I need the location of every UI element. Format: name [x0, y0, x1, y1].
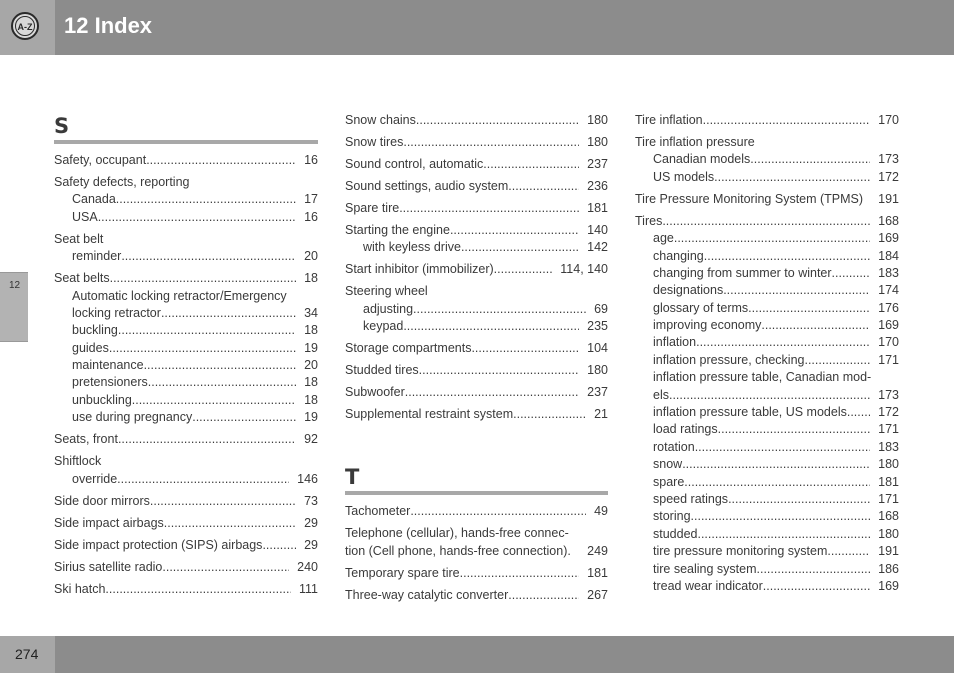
page-reference: 181: [587, 565, 608, 580]
page-reference: 142: [587, 240, 608, 255]
dot-leader: [262, 537, 296, 554]
index-subentry[interactable]: [635, 352, 899, 369]
page-reference: [310, 231, 318, 248]
page-reference: 170: [878, 113, 899, 127]
index-term: Subwoofer: [345, 385, 405, 400]
dot-leader: [750, 151, 870, 168]
page-reference: 114, 140: [560, 262, 608, 277]
index-entry[interactable]: [635, 134, 899, 151]
index-subentry[interactable]: [54, 248, 318, 265]
index-subentry[interactable]: [54, 288, 318, 305]
header-icon-box: [0, 0, 55, 55]
index-term: tire pressure monitoring system: [653, 544, 828, 559]
index-term: Snow chains: [345, 113, 416, 127]
page-reference: [600, 525, 608, 542]
page-reference: 140: [587, 222, 608, 237]
page-reference: 169: [878, 578, 899, 593]
page-reference: 184: [878, 248, 899, 263]
index-subentry[interactable]: [635, 282, 899, 299]
dot-leader: [192, 409, 296, 426]
index-subentry[interactable]: [635, 169, 899, 186]
page-reference: 181: [878, 474, 899, 489]
dot-leader: [662, 213, 870, 230]
page-reference: 237: [587, 156, 608, 171]
index-subentry[interactable]: [635, 561, 899, 578]
index-term: Seat belt: [54, 231, 104, 246]
index-entry[interactable]: [345, 178, 608, 195]
index-term: USA: [72, 209, 98, 224]
index-entry[interactable]: [54, 270, 318, 287]
dot-leader: [483, 156, 579, 173]
index-entry[interactable]: [345, 261, 608, 278]
index-term: inflation: [653, 335, 697, 350]
page-reference: 183: [878, 439, 899, 454]
index-term: override: [72, 471, 118, 486]
page-reference: 168: [878, 509, 899, 524]
index-entry[interactable]: [345, 222, 608, 239]
index-term: Canadian models: [653, 152, 751, 167]
index-term: locking retractor: [72, 305, 161, 320]
section-divider: [54, 140, 318, 144]
index-term: Tires: [635, 213, 663, 228]
index-term: Tire inflation: [635, 113, 703, 127]
page-reference: 16: [304, 209, 318, 224]
dot-leader: [162, 559, 289, 576]
dot-leader: [763, 578, 870, 595]
page-reference: [310, 453, 318, 470]
index-term: snow: [653, 457, 683, 472]
chapter-tab[interactable]: [0, 272, 28, 342]
index-term: Spare tire: [345, 200, 400, 215]
dot-leader: [403, 318, 579, 335]
page-reference: 111: [298, 581, 318, 596]
dot-leader: [116, 191, 296, 208]
index-subentry[interactable]: [54, 471, 318, 488]
dot-leader: [703, 112, 871, 129]
index-entry[interactable]: [345, 384, 608, 401]
dot-leader: [571, 543, 579, 560]
page-reference: 29: [304, 515, 318, 530]
index-term: Seats, front: [54, 432, 118, 447]
index-term: changing: [653, 248, 704, 263]
index-subentry[interactable]: [635, 491, 899, 508]
index-term: Steering wheel: [345, 284, 428, 299]
index-column-3: [635, 112, 899, 595]
dot-leader: [399, 200, 579, 217]
index-subentry[interactable]: [345, 318, 608, 335]
index-entry[interactable]: [345, 200, 608, 217]
index-subentry[interactable]: [345, 239, 608, 256]
dot-leader: [691, 508, 871, 525]
section-letter: T: [345, 465, 360, 490]
footer-bar: [0, 636, 954, 673]
index-subentry[interactable]: [635, 474, 899, 491]
index-subentry[interactable]: [54, 340, 318, 357]
index-term: Sound control, automatic: [345, 156, 484, 171]
dot-leader: [697, 526, 870, 543]
page-reference: 171: [878, 422, 899, 437]
index-term: rotation: [653, 439, 695, 454]
page-reference: 181: [587, 200, 608, 215]
dot-leader: [718, 421, 871, 438]
dot-leader: [674, 230, 870, 247]
dot-leader: [755, 134, 891, 151]
index-term: Tire inflation pressure: [635, 134, 755, 149]
dot-leader: [118, 322, 296, 339]
index-term: Shiftlock: [54, 454, 102, 469]
page-reference: 34: [304, 305, 318, 320]
dot-leader: [832, 265, 871, 282]
dot-leader: [164, 515, 296, 532]
index-term: Studded tires: [345, 363, 419, 378]
index-subentry[interactable]: [635, 387, 899, 404]
dot-leader: [110, 270, 297, 287]
dot-leader: [508, 178, 579, 195]
index-subentry[interactable]: [54, 209, 318, 226]
index-term: Tire Pressure Monitoring System (TPMS): [635, 191, 864, 206]
index-term: US models: [653, 169, 715, 184]
page-reference: 69: [594, 301, 608, 316]
index-term: tread wear indicator: [653, 578, 763, 593]
index-subentry[interactable]: [54, 322, 318, 339]
page-reference: 16: [304, 153, 318, 167]
page-reference: 173: [878, 387, 899, 402]
index-entry[interactable]: [345, 543, 608, 560]
dot-leader: [695, 439, 870, 456]
index-term: spare: [653, 474, 685, 489]
index-subentry[interactable]: [635, 265, 899, 282]
index-term: Start inhibitor (immobilizer): [345, 262, 494, 277]
page-reference: [310, 174, 318, 191]
index-entry[interactable]: [345, 565, 608, 582]
index-term: glossary of terms: [653, 300, 749, 315]
a-z-index-icon: [11, 12, 39, 40]
page-reference: 191: [878, 544, 899, 559]
index-term: Side door mirrors: [54, 493, 150, 508]
page-reference: 49: [594, 504, 608, 519]
dot-leader: [757, 561, 871, 578]
page-reference: 180: [878, 457, 899, 472]
dot-leader: [132, 392, 296, 409]
dot-leader: [461, 239, 579, 256]
dot-leader: [144, 357, 297, 374]
index-term: tire sealing system: [653, 561, 757, 576]
index-term: studded: [653, 526, 698, 541]
dot-leader: [569, 525, 600, 542]
dot-leader: [121, 248, 296, 265]
index-term: designations: [653, 283, 724, 298]
page-reference: 146: [297, 471, 318, 486]
index-entry[interactable]: [345, 503, 608, 520]
index-subentry[interactable]: [635, 439, 899, 456]
page-reference: 236: [587, 178, 608, 193]
dot-leader: [494, 261, 553, 278]
page-reference: 20: [304, 249, 318, 264]
page-number-box: [0, 636, 55, 673]
index-term: load ratings: [653, 422, 718, 437]
index-entry[interactable]: [635, 213, 899, 230]
page-reference: 176: [878, 300, 899, 315]
dot-leader: [98, 209, 296, 226]
index-term: keypad: [363, 319, 404, 334]
index-entry[interactable]: [345, 362, 608, 379]
page-reference: 180: [587, 113, 608, 127]
index-subentry[interactable]: [54, 191, 318, 208]
index-entry[interactable]: [345, 112, 608, 129]
dot-leader: [804, 352, 870, 369]
index-term: Side impact airbags: [54, 515, 164, 530]
index-term: improving economy: [653, 318, 762, 333]
index-subentry[interactable]: [635, 300, 899, 317]
page-reference: 172: [878, 169, 899, 184]
index-subentry[interactable]: [54, 305, 318, 322]
index-term: Side impact protection (SIPS) airbags: [54, 537, 263, 552]
header-bar: [0, 0, 954, 55]
dot-leader: [118, 431, 296, 448]
index-entry[interactable]: [54, 152, 318, 169]
index-entry[interactable]: [54, 493, 318, 510]
index-term: els: [653, 387, 669, 402]
page-reference: 249: [587, 543, 608, 558]
page-reference: 19: [304, 410, 318, 425]
page-reference: 173: [878, 152, 899, 167]
index-term: with keyless drive: [363, 240, 461, 255]
index-entry[interactable]: [635, 112, 899, 129]
index-term: reminder: [72, 249, 122, 264]
page-reference: 169: [878, 318, 899, 333]
index-term: speed ratings: [653, 491, 729, 506]
index-subentry[interactable]: [54, 374, 318, 391]
dot-leader: [728, 491, 870, 508]
index-entry[interactable]: [54, 431, 318, 448]
dot-leader: [405, 384, 579, 401]
index-entry[interactable]: [345, 134, 608, 151]
index-subentry[interactable]: [635, 543, 899, 560]
dot-leader: [117, 471, 289, 488]
page-reference: 235: [587, 319, 608, 334]
dot-leader: [428, 283, 600, 300]
index-term: Starting the engine: [345, 222, 450, 237]
index-subentry[interactable]: [345, 301, 608, 318]
dot-leader: [450, 222, 579, 239]
dot-leader: [827, 543, 870, 560]
page-reference: 104: [587, 341, 608, 356]
index-term: buckling: [72, 323, 118, 338]
index-entry[interactable]: [345, 156, 608, 173]
index-term: Telephone (cellular), hands-free connec-: [345, 526, 569, 541]
index-subentry[interactable]: [635, 334, 899, 351]
page-reference: 21: [594, 407, 608, 421]
index-term: Automatic locking retractor/Emergency: [72, 288, 287, 303]
index-term: Temporary spare tire: [345, 565, 460, 580]
index-term: inflation pressure table, US models: [653, 405, 847, 420]
index-term: inflation pressure table, Canadian mod-: [653, 370, 872, 385]
dot-leader: [148, 374, 296, 391]
page-reference: 169: [878, 231, 899, 246]
index-term: Snow tires: [345, 134, 404, 149]
dot-leader: [413, 301, 586, 318]
index-term: Sound settings, audio system: [345, 178, 509, 193]
index-term: Safety, occupant: [54, 153, 147, 167]
page-reference: 172: [878, 405, 899, 420]
page-reference: 180: [587, 134, 608, 149]
section-divider: [345, 491, 608, 495]
index-subentry[interactable]: [54, 357, 318, 374]
dot-leader: [471, 340, 579, 357]
dot-leader: [410, 503, 586, 520]
page-reference: 180: [587, 363, 608, 378]
dot-leader: [146, 152, 296, 169]
index-subentry[interactable]: [635, 456, 899, 473]
dot-leader: [714, 169, 870, 186]
dot-leader: [103, 231, 310, 248]
dot-leader: [513, 406, 586, 423]
page-reference: 186: [878, 561, 899, 576]
dot-leader: [847, 404, 870, 421]
page-reference: 180: [878, 526, 899, 541]
page-reference: 170: [878, 335, 899, 350]
dot-leader: [684, 474, 870, 491]
index-term: Three-way catalytic converter: [345, 587, 509, 602]
index-entry[interactable]: [345, 340, 608, 357]
index-term: age: [653, 231, 674, 246]
dot-leader: [669, 387, 870, 404]
dot-leader: [416, 112, 579, 129]
page-reference: 168: [878, 213, 899, 228]
page-reference: [310, 288, 318, 305]
page-reference: 191: [878, 191, 899, 206]
index-entry[interactable]: [54, 515, 318, 532]
index-subentry[interactable]: [635, 526, 899, 543]
index-term: changing from summer to winter: [653, 265, 832, 280]
index-term: adjusting: [363, 301, 414, 316]
page-reference: 240: [297, 559, 318, 574]
index-subentry[interactable]: [635, 404, 899, 421]
page-reference: 20: [304, 358, 318, 373]
index-entry[interactable]: [54, 174, 318, 191]
index-subentry[interactable]: [54, 409, 318, 426]
section-letter: S: [54, 114, 70, 138]
dot-leader: [403, 134, 579, 151]
page-reference: 267: [587, 587, 608, 602]
index-entry[interactable]: [54, 537, 318, 554]
index-subentry[interactable]: [635, 369, 899, 386]
index-term: Safety defects, reporting: [54, 174, 190, 189]
index-term: Tachometer: [345, 504, 411, 519]
dot-leader: [190, 174, 311, 191]
dot-leader: [109, 340, 296, 357]
index-subentry[interactable]: [635, 248, 899, 265]
index-term: unbuckling: [72, 392, 132, 407]
chapter-tab-label: 12: [9, 280, 21, 291]
index-entry[interactable]: [54, 581, 318, 598]
index-subentry[interactable]: [635, 317, 899, 334]
page-reference: 171: [878, 491, 899, 506]
page-number: 274: [15, 646, 39, 662]
index-term: inflation pressure, checking: [653, 352, 805, 367]
dot-leader: [871, 369, 891, 386]
index-subentry[interactable]: [635, 508, 899, 525]
page-reference: 19: [304, 340, 318, 355]
index-column-2: [345, 112, 608, 604]
dot-leader: [761, 317, 870, 334]
index-entry[interactable]: [345, 587, 608, 604]
dot-leader: [419, 362, 579, 379]
dot-leader: [150, 493, 296, 510]
page-reference: 18: [304, 392, 318, 407]
dot-leader: [723, 282, 870, 299]
dot-leader: [161, 305, 296, 322]
page-reference: [891, 369, 899, 386]
page-title: 12 Index: [64, 13, 153, 38]
index-entry[interactable]: [54, 453, 318, 470]
page-reference: 18: [304, 323, 318, 338]
dot-leader: [101, 453, 310, 470]
index-column-1: [54, 112, 318, 598]
section-spacer: [345, 423, 608, 463]
index-term: Sirius satellite radio: [54, 559, 163, 574]
dot-leader: [863, 191, 870, 208]
index-term: Seat belts: [54, 271, 110, 286]
dot-leader: [748, 300, 870, 317]
a-z-icon-label: A-Z: [15, 16, 35, 36]
page-reference: [600, 283, 608, 300]
index-term: maintenance: [72, 358, 144, 373]
dot-leader: [287, 288, 310, 305]
page-reference: 18: [304, 375, 318, 390]
index-term: Storage compartments: [345, 341, 472, 356]
index-term: Canada: [72, 192, 116, 207]
page-reference: 174: [878, 283, 899, 298]
dot-leader: [682, 456, 870, 473]
page-reference: [891, 134, 899, 151]
page-reference: 18: [304, 271, 318, 286]
index-term: Ski hatch: [54, 581, 106, 596]
index-subentry[interactable]: [635, 578, 899, 595]
page-reference: 92: [304, 432, 318, 447]
index-entry[interactable]: [54, 559, 318, 576]
dot-leader: [460, 565, 580, 582]
index-subentry[interactable]: [635, 421, 899, 438]
dot-leader: [704, 248, 870, 265]
index-subentry[interactable]: [635, 151, 899, 168]
index-term: pretensioners: [72, 375, 148, 390]
index-term: guides: [72, 340, 109, 355]
index-term: use during pregnancy: [72, 410, 193, 425]
index-term: tion (Cell phone, hands-free connection).: [345, 543, 571, 558]
index-entry[interactable]: [345, 406, 608, 423]
index-term: Supplemental restraint system: [345, 407, 514, 421]
dot-leader: [696, 334, 870, 351]
dot-leader: [508, 587, 579, 604]
index-subentry[interactable]: [54, 392, 318, 409]
index-subentry[interactable]: [635, 230, 899, 247]
index-entry[interactable]: [54, 231, 318, 248]
index-entry[interactable]: [345, 525, 608, 542]
page-reference: 29: [304, 537, 318, 552]
page-reference: 73: [304, 493, 318, 508]
index-entry[interactable]: [345, 283, 608, 300]
index-entry[interactable]: [635, 191, 899, 208]
dot-leader: [105, 581, 291, 598]
page-reference: 183: [878, 265, 899, 280]
page-reference: 17: [304, 192, 318, 207]
page-reference: 171: [878, 352, 899, 367]
page-reference: 237: [587, 385, 608, 400]
index-term: storing: [653, 509, 691, 524]
